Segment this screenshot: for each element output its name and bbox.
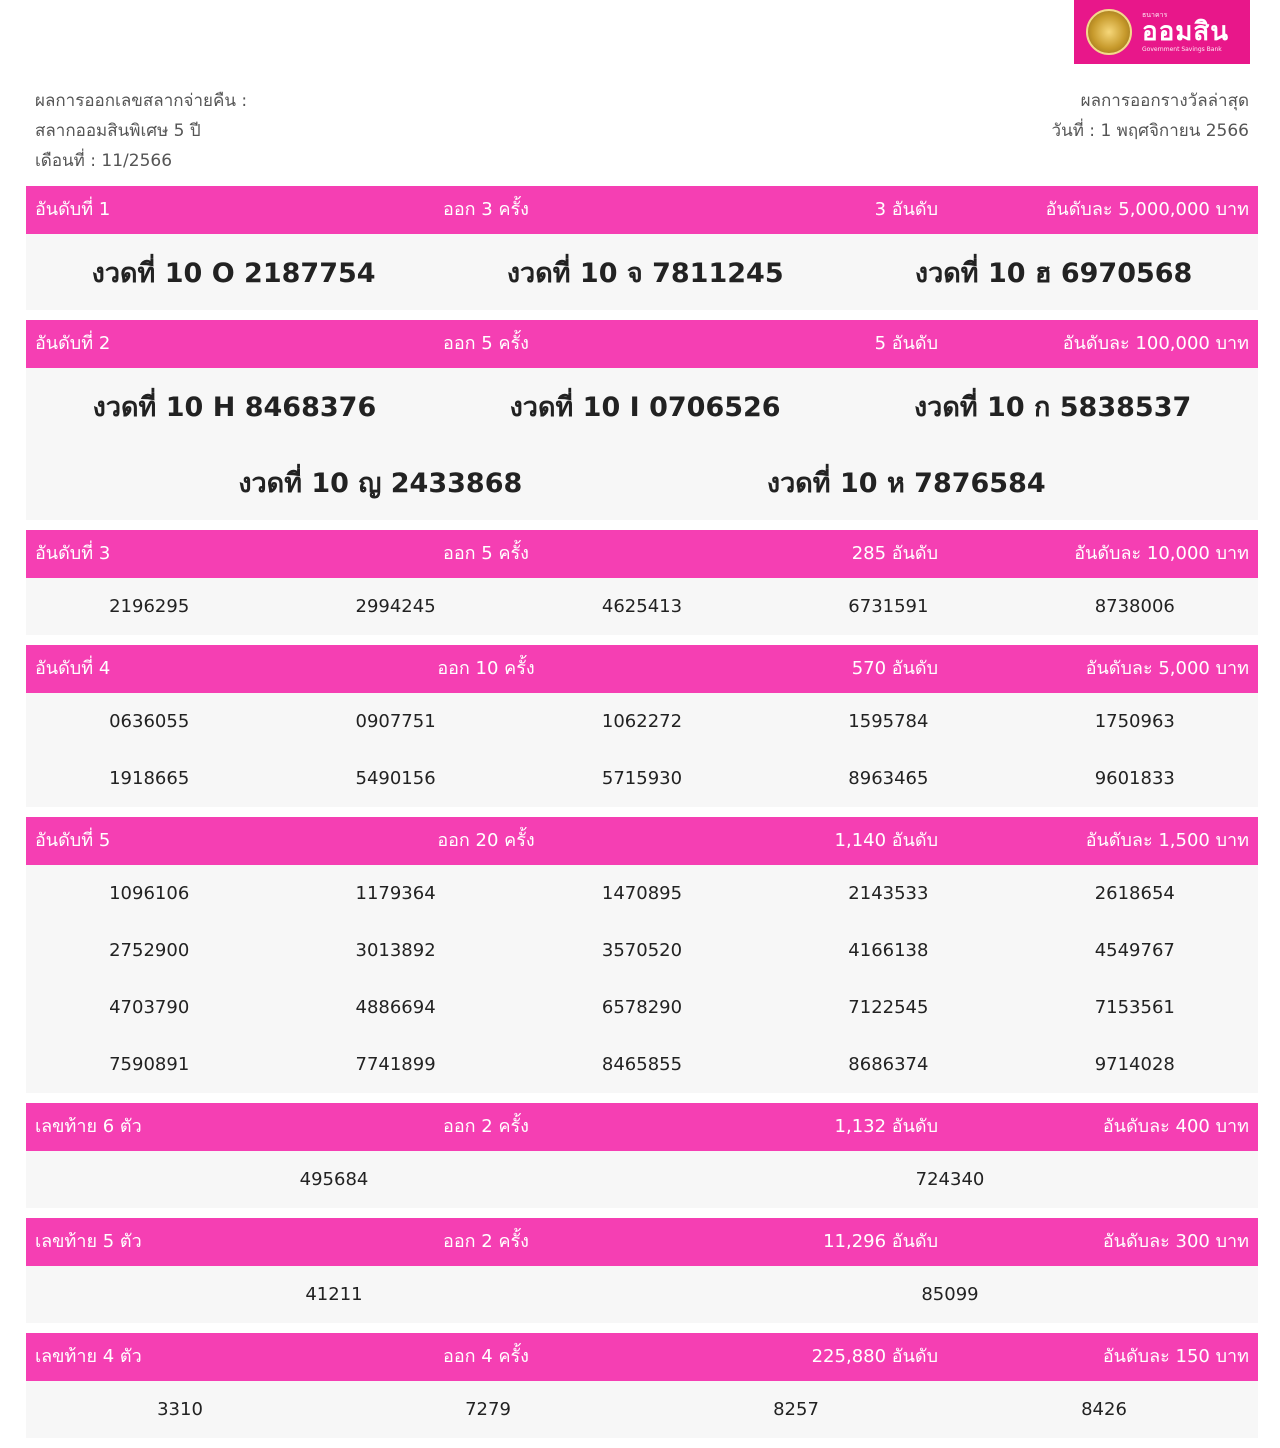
winning-number: 2752900 bbox=[109, 940, 190, 961]
draw-count: ออก 5 ครั้ง bbox=[443, 543, 529, 564]
winning-number: 8257 bbox=[773, 1399, 819, 1420]
winning-number: 0636055 bbox=[109, 711, 190, 732]
winning-number: 1062272 bbox=[601, 711, 683, 732]
winning-number: 4886694 bbox=[355, 997, 436, 1018]
section-divider bbox=[26, 310, 1258, 320]
section-divider bbox=[26, 807, 1258, 817]
prize-name: เลขท้าย 5 ตัว bbox=[35, 1231, 142, 1252]
prize-numbers bbox=[26, 1266, 1258, 1323]
section-divider bbox=[26, 635, 1258, 645]
winning-number: 2196295 bbox=[109, 596, 190, 617]
winning-number: 41211 bbox=[305, 1284, 363, 1305]
draw-count: ออก 2 ครั้ง bbox=[443, 1116, 529, 1137]
prize-count: 1,140 อันดับ bbox=[834, 830, 938, 851]
result-type-label: ผลการออกเลขสลากจ่ายคืน : bbox=[35, 91, 248, 111]
winning-number: 4549767 bbox=[1094, 940, 1175, 961]
winning-number: 6578290 bbox=[601, 997, 683, 1018]
winning-number: 3013892 bbox=[355, 940, 436, 961]
winning-number: 8465855 bbox=[601, 1054, 683, 1075]
winning-number: 85099 bbox=[921, 1284, 979, 1305]
section-divider bbox=[26, 520, 1258, 530]
prize-count: 3 อันดับ bbox=[874, 199, 938, 220]
lottery-name: สลากออมสินพิเศษ 5 ปี bbox=[35, 121, 201, 141]
winning-number: 9601833 bbox=[1094, 768, 1175, 789]
prize-name: อันดับที่ 5 bbox=[35, 830, 111, 851]
winning-number: 1595784 bbox=[848, 711, 929, 732]
latest-result-info bbox=[1052, 86, 1249, 146]
prize-count: 570 อันดับ bbox=[851, 658, 938, 679]
gsb-logo bbox=[1074, 0, 1250, 64]
draw-count: ออก 5 ครั้ง bbox=[443, 333, 529, 354]
section-divider bbox=[26, 1323, 1258, 1333]
prize-name: อันดับที่ 2 bbox=[35, 333, 111, 354]
number-row bbox=[26, 1381, 1258, 1438]
logo-brand: ออมสิน bbox=[1142, 16, 1230, 47]
prize-header bbox=[26, 645, 1258, 693]
winning-number: 3310 bbox=[157, 1399, 203, 1420]
logo-subtitle: Government Savings Bank bbox=[1142, 45, 1222, 53]
winning-number: 8686374 bbox=[848, 1054, 929, 1075]
prize-amount: อันดับละ 5,000 บาท bbox=[1085, 658, 1249, 679]
winning-number: 3570520 bbox=[601, 940, 683, 961]
winning-number: 1750963 bbox=[1094, 711, 1175, 732]
section-divider bbox=[26, 1208, 1258, 1218]
winning-number: งวดที่ 10 H 8468376 bbox=[92, 391, 377, 423]
section-divider bbox=[26, 1438, 1258, 1448]
draw-count: ออก 4 ครั้ง bbox=[443, 1346, 529, 1367]
winning-number: 4625413 bbox=[601, 596, 683, 617]
prize-name: อันดับที่ 3 bbox=[35, 543, 111, 564]
draw-count: ออก 20 ครั้ง bbox=[437, 830, 535, 851]
winning-number: 7153561 bbox=[1094, 997, 1175, 1018]
prize-header bbox=[26, 817, 1258, 865]
winning-number: 8963465 bbox=[848, 768, 929, 789]
prize-count: 11,296 อันดับ bbox=[823, 1231, 938, 1252]
winning-number: งวดที่ 10 ฮ 6970568 bbox=[914, 257, 1193, 289]
prize-numbers bbox=[26, 234, 1258, 310]
royal-seal-icon bbox=[1086, 9, 1132, 55]
prize-amount: อันดับละ 300 บาท bbox=[1102, 1231, 1249, 1252]
winning-number: 8426 bbox=[1081, 1399, 1127, 1420]
prize-name: อันดับที่ 4 bbox=[35, 658, 111, 679]
winning-number: 1096106 bbox=[109, 883, 190, 904]
winning-number: งวดที่ 10 I 0706526 bbox=[509, 391, 781, 423]
prize-numbers bbox=[26, 693, 1258, 807]
winning-number: 1470895 bbox=[601, 883, 683, 904]
winning-number: 5490156 bbox=[355, 768, 436, 789]
number-row bbox=[26, 693, 1258, 750]
winning-number: งวดที่ 10 ญ 2433868 bbox=[238, 467, 523, 499]
winning-number: งวดที่ 10 จ 7811245 bbox=[506, 257, 784, 289]
winning-number: 2994245 bbox=[355, 596, 436, 617]
logo-text bbox=[1142, 12, 1229, 53]
draw-date: วันที่ : 1 พฤศจิกายน 2566 bbox=[1051, 121, 1249, 141]
draw-count: ออก 10 ครั้ง bbox=[437, 658, 535, 679]
prize-header bbox=[26, 1218, 1258, 1266]
number-row bbox=[26, 979, 1258, 1036]
prize-count: 225,880 อันดับ bbox=[811, 1346, 938, 1367]
number-row bbox=[26, 1151, 1258, 1208]
prize-header bbox=[26, 1333, 1258, 1381]
draw-count: ออก 2 ครั้ง bbox=[443, 1231, 529, 1252]
winning-number: 7741899 bbox=[355, 1054, 436, 1075]
winning-number: 5715930 bbox=[601, 768, 683, 789]
winning-number: 0907751 bbox=[355, 711, 436, 732]
prize-name: เลขท้าย 6 ตัว bbox=[35, 1116, 142, 1137]
prize-count: 285 อันดับ bbox=[851, 543, 938, 564]
logo-top-text: ธนาคาร bbox=[1142, 10, 1168, 19]
number-row bbox=[26, 750, 1258, 807]
winning-number: 2143533 bbox=[848, 883, 929, 904]
prize-amount: อันดับละ 10,000 บาท bbox=[1074, 543, 1249, 564]
section-divider bbox=[26, 1093, 1258, 1103]
winning-number: 6731591 bbox=[848, 596, 929, 617]
winning-number: งวดที่ 10 ห 7876584 bbox=[766, 467, 1046, 499]
number-row bbox=[26, 865, 1258, 922]
prize-name: เลขท้าย 4 ตัว bbox=[35, 1346, 142, 1367]
number-row bbox=[26, 234, 1258, 310]
prize-amount: อันดับละ 400 บาท bbox=[1102, 1116, 1249, 1137]
number-row bbox=[26, 1266, 1258, 1323]
winning-number: 9714028 bbox=[1094, 1054, 1175, 1075]
winning-number: 7122545 bbox=[848, 997, 929, 1018]
winning-number: 4703790 bbox=[109, 997, 190, 1018]
prize-numbers bbox=[26, 1151, 1258, 1208]
winning-number: 1179364 bbox=[355, 883, 436, 904]
prize-header bbox=[26, 530, 1258, 578]
number-row bbox=[26, 922, 1258, 979]
number-row bbox=[26, 578, 1258, 635]
winning-number: งวดที่ 10 O 2187754 bbox=[91, 257, 376, 289]
latest-result-label: ผลการออกรางวัลล่าสุด bbox=[1080, 91, 1249, 111]
prize-numbers bbox=[26, 1381, 1258, 1438]
winning-number: 724340 bbox=[915, 1169, 985, 1190]
prize-amount: อันดับละ 150 บาท bbox=[1102, 1346, 1249, 1367]
draw-month: เดือนที่ : 11/2566 bbox=[35, 151, 173, 171]
prize-numbers bbox=[26, 368, 1258, 520]
prize-header bbox=[26, 186, 1258, 234]
prize-amount: อันดับละ 1,500 บาท bbox=[1085, 830, 1249, 851]
results-table bbox=[26, 186, 1258, 1448]
winning-number: 8738006 bbox=[1094, 596, 1175, 617]
draw-count: ออก 3 ครั้ง bbox=[443, 199, 529, 220]
winning-number: 7590891 bbox=[109, 1054, 190, 1075]
prize-amount: อันดับละ 100,000 บาท bbox=[1062, 333, 1249, 354]
winning-number: 495684 bbox=[299, 1169, 369, 1190]
prize-count: 5 อันดับ bbox=[874, 333, 938, 354]
prize-name: อันดับที่ 1 bbox=[35, 199, 111, 220]
winning-number: 7279 bbox=[465, 1399, 511, 1420]
winning-number: 2618654 bbox=[1094, 883, 1175, 904]
winning-number: งวดที่ 10 ก 5838537 bbox=[913, 391, 1192, 423]
number-row bbox=[26, 368, 1258, 444]
prize-header bbox=[26, 320, 1258, 368]
prize-numbers bbox=[26, 578, 1258, 635]
prize-numbers bbox=[26, 865, 1258, 1093]
prize-header bbox=[26, 1103, 1258, 1151]
prize-count: 1,132 อันดับ bbox=[834, 1116, 938, 1137]
number-row bbox=[26, 444, 1258, 520]
winning-number: 1918665 bbox=[109, 768, 190, 789]
prize-amount: อันดับละ 5,000,000 บาท bbox=[1045, 199, 1249, 220]
winning-number: 4166138 bbox=[848, 940, 929, 961]
number-row bbox=[26, 1036, 1258, 1093]
draw-info bbox=[35, 86, 247, 176]
